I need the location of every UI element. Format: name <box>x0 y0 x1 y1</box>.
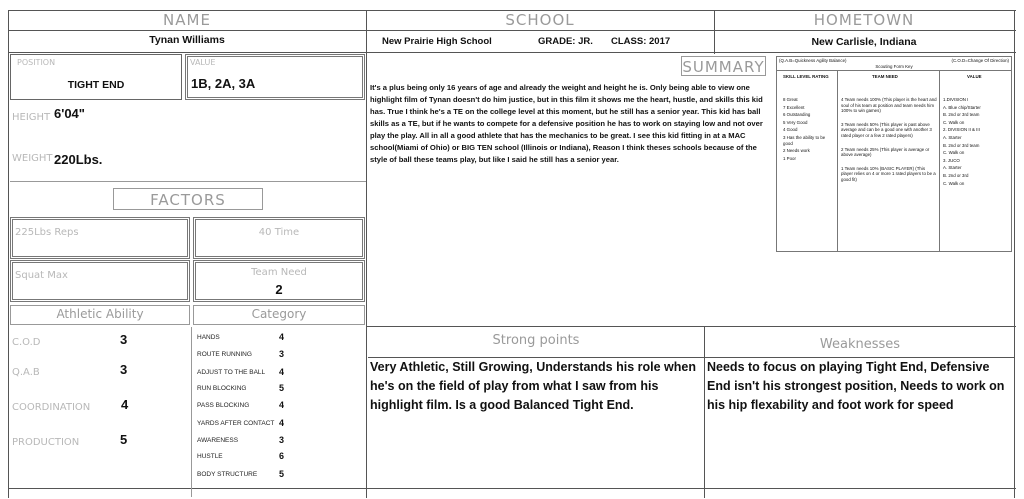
key-item: 6 Outstanding <box>783 112 811 118</box>
key-item: 3. JUCO <box>943 157 960 163</box>
category-value: 5 <box>279 383 285 393</box>
position-label: POSITION <box>17 58 56 67</box>
category-label: ROUTE RUNNING <box>197 351 252 358</box>
key-right-title: (C.O.D=Change Of Direction) <box>951 58 1009 63</box>
key-col1: SKILL LEVEL RATING <box>783 74 829 79</box>
key-left-title: (Q.A.B=Quickness Agility Balance) <box>779 58 847 63</box>
key-item: 7 Excellent <box>783 104 805 110</box>
key-item: 2 Team needs 25% (This player is average or above average) <box>841 146 930 158</box>
key-item: 1 Team needs 10% (BASIC PLAYER) (This player relies on 4 or more 1 rated players to be a good fit) <box>841 165 936 182</box>
forty-label: 40 Time <box>258 227 300 238</box>
header-divider <box>8 30 1016 31</box>
category-label: YARDS AFTER CONTACT <box>197 420 275 427</box>
school-name: New Prairie High School <box>382 36 492 47</box>
category-label: ADJUST TO THE BALL <box>197 369 266 376</box>
category-label: HUSTLE <box>197 453 223 460</box>
category-value: 4 <box>279 367 285 377</box>
class-year: CLASS: 2017 <box>611 36 671 47</box>
key-values <box>943 97 1009 188</box>
category-value: 3 <box>279 349 285 359</box>
key-divider-2 <box>939 70 940 251</box>
category-header: Category <box>251 307 307 321</box>
category-value: 4 <box>279 400 285 410</box>
athletic-label: Q.A.B <box>12 367 40 378</box>
hometown-value: New Carlisle, Indiana <box>811 36 917 48</box>
weaknesses-text: Needs to focus on playing Tight End, Defensive End isn't his strongest position, Needs to work on his hip flexability and foot work for speed <box>707 360 1005 412</box>
key-item: 1.DIVISION I <box>943 97 969 102</box>
category-label: AWARENESS <box>197 437 239 444</box>
summary-header: SUMMARY <box>682 58 765 76</box>
key-item: C. Walk on <box>943 180 965 186</box>
bench-label: 225Lbs Reps <box>15 227 79 238</box>
position-value: TIGHT END <box>67 79 125 91</box>
summary-text: It's a plus being only 16 years of age and already the weight and height he is. Only being able to view one highlight film of Tynan doesn't do him justice, but in this film it shows me the heart, hustle, and skills this kid has. True I think he's a TE on the college level at this moment, but he still has a senior year. This kid has ball skills as a TE, but if he wants to compete for a defensive position he has to work on staying low and not over play the play. All in all a good athlete that has the mechanics to be great. I see this kid fitting in at a MAC school(Miami of Ohio) or BIG TEN school (Illinois or Indiana), Reason I think theses schools because of the style of ball these teams play, but like I said he still has a senior year. <box>370 83 763 164</box>
category-value: 5 <box>279 469 285 479</box>
right-border <box>1014 10 1015 498</box>
key-rule <box>777 70 1011 71</box>
key-item: B. 2nd or 3rd <box>943 172 969 178</box>
category-label: HANDS <box>197 334 220 341</box>
key-item: A. Starter <box>943 134 962 140</box>
athletic-header: Athletic Ability <box>56 307 144 321</box>
height-label: HEIGHT <box>12 112 51 123</box>
category-value: 4 <box>279 332 285 342</box>
category-value: 6 <box>279 451 285 461</box>
key-item: 2. DIVISION II & III <box>943 127 980 133</box>
category-label: PASS BLOCKING <box>197 402 250 409</box>
key-item: 3 Team needs 50% (This player is past above average and can be a good one with another 3 rated player or a few 2 rated players) <box>841 121 932 138</box>
key-item: B. 2nd or 3rd team <box>943 112 980 118</box>
category-label: BODY STRUCTURE <box>197 471 258 478</box>
strong-points-text: Very Athletic, Still Growing, Understands his role when he's on the field of play from what I saw from his highlight film. Is a good Balanced Tight End. <box>370 360 696 412</box>
strong-weak-split <box>704 326 705 498</box>
name-header: NAME <box>163 11 211 29</box>
key-item: 2 Needs work <box>783 148 810 154</box>
bench-box <box>10 217 190 259</box>
hometown-divider <box>714 10 715 54</box>
athletic-label: COORDINATION <box>12 402 91 413</box>
weight-label: WEIGHT <box>12 153 53 164</box>
team-need-label: Team Need <box>251 267 307 278</box>
athletic-value: 3 <box>120 332 128 347</box>
category-header-box <box>193 305 365 325</box>
bottom-border <box>8 488 1016 489</box>
left-column-divider <box>366 10 367 498</box>
value-value: 1B, 2A, 3A <box>191 76 256 91</box>
athletic-value: 3 <box>120 362 128 377</box>
key-item: C. Walk on <box>943 119 965 125</box>
factors-header-box <box>113 188 263 210</box>
summary-header-box <box>681 56 766 76</box>
key-col2: TEAM NEED <box>872 74 898 79</box>
key-item: A. Starter <box>943 165 962 171</box>
forty-box <box>193 217 365 259</box>
athletic-value: 5 <box>120 432 128 447</box>
key-item: 4 Good <box>783 127 798 133</box>
key-item: 8 Great <box>783 97 798 102</box>
info-divider <box>8 52 1016 53</box>
weight-divider <box>10 181 366 182</box>
key-item: 3 Has the ability to be good <box>783 134 826 146</box>
team-need-value: 2 <box>275 282 283 297</box>
factors-header: FACTORS <box>150 191 226 209</box>
team-need-box <box>193 260 365 302</box>
strong-points-header: Strong points <box>492 333 580 348</box>
hometown-header: HOMETOWN <box>813 11 915 29</box>
height-value: 6'04" <box>54 106 85 121</box>
key-needs <box>841 97 937 191</box>
key-item: B. 2nd or 3rd team <box>943 142 980 148</box>
strong-weak-divider <box>366 326 1016 327</box>
category-value: 4 <box>279 418 285 428</box>
athletic-label: C.O.D <box>12 337 41 348</box>
athletic-header-box <box>10 305 190 325</box>
weaknesses-header: Weaknesses <box>819 337 901 352</box>
category-value: 3 <box>279 435 285 445</box>
left-border <box>8 10 9 498</box>
athletic-label: PRODUCTION <box>12 437 80 448</box>
key-item: 5 Very Good <box>783 119 808 125</box>
grade: GRADE: JR. <box>538 36 593 47</box>
key-item: C. Walk on <box>943 150 965 156</box>
key-col3: VALUE <box>967 74 982 79</box>
scouting-key <box>776 56 1012 252</box>
squat-label: Squat Max <box>15 270 68 281</box>
key-subtitle: Scouting Form Key <box>875 64 913 69</box>
weight-value: 220Lbs. <box>54 152 103 167</box>
key-divider-1 <box>837 70 838 251</box>
key-ratings <box>783 97 835 163</box>
value-box <box>185 54 365 100</box>
key-item: 4 Team needs 100% (This player is the heart and soul of his team at position and team needs him 100% to win games) <box>841 97 937 114</box>
athletic-value: 4 <box>121 397 129 412</box>
athletic-category-divider <box>191 327 192 497</box>
value-label: VALUE <box>190 58 216 67</box>
key-item: A. Blue chip/Starter <box>943 104 981 110</box>
key-item: 1 Poor <box>783 155 796 161</box>
category-label: RUN BLOCKING <box>197 385 247 392</box>
position-box <box>10 54 182 100</box>
player-name: Tynan Williams <box>149 34 225 46</box>
squat-box <box>10 260 190 302</box>
school-header: SCHOOL <box>505 11 575 29</box>
